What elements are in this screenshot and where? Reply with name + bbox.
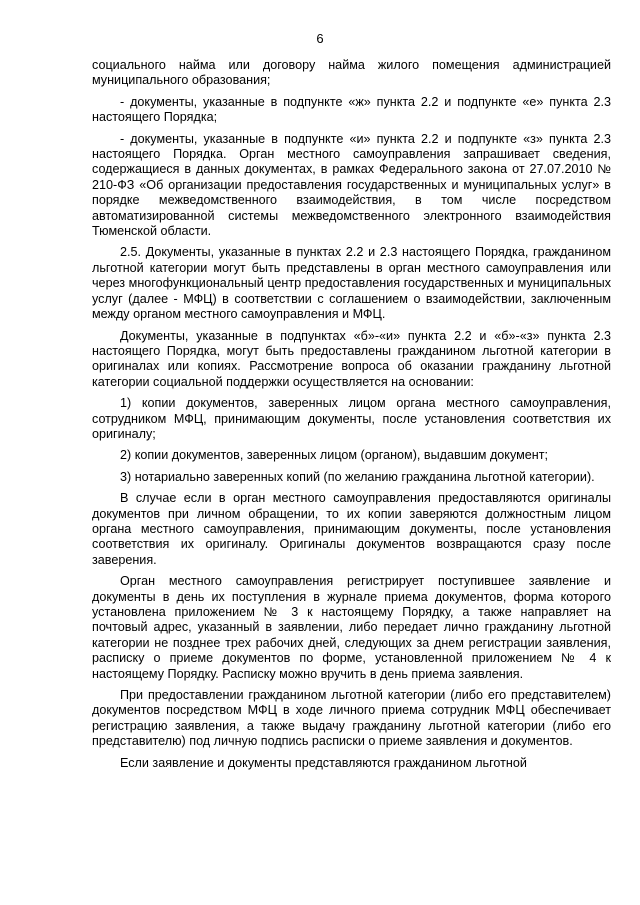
document-body [92,58,611,777]
paragraph: 2) копии документов, заверенных лицом (органом), выдавшим документ; [120,448,549,463]
paragraph: Если заявление и документы представляются гражданином льготной [120,755,527,770]
paragraph: - документы, указанные в подпункте «ж» пункта 2.2 и подпункте «е» пункта 2.3 настоящего Порядка; [92,94,611,125]
paragraph: При предоставлении гражданином льготной категории (либо его представителем) документов посредством МФЦ в ходе личного приема сотрудник МФЦ обеспечивает регистрацию заявления, а также выдачу гражданину льготной категории (либо его представителю) под личную подпись расписки о приеме заявления и документов. [92,688,611,749]
paragraph: Орган местного самоуправления регистрирует поступившее заявление и документы в день их поступления в журнале приема документов, форма которого установлена приложением № 3 к настоящему Порядку, а также направляет на почтовый адрес, указанный в заявлении, либо передает лично гражданину льготной категории не позднее трех рабочих дней, следующих за днем регистрации заявления, расписку о приеме документов по форме, установленной приложением № 4 к настоящему Порядку. Расписку можно вручить в день приема заявления. [92,574,611,681]
page-number: 6 [316,31,324,46]
paragraph: - документы, указанные в подпункте «и» пункта 2.2 и подпункте «з» пункта 2.3 настоящего Порядка. Орган местного самоуправления запрашивает сведения, содержащиеся в данных документах, в рамках Федерального закона от 27.07.2010 № 210-ФЗ «Об организации предоставления государственных и муниципальных услуг» в порядке межведомственного взаимодействия, в том числе посредством автоматизированной системы межведомственного электронного взаимодействия Тюменской области. [92,131,611,239]
paragraph: 2.5. Документы, указанные в пунктах 2.2 и 2.3 настоящего Порядка, гражданином льготной категории могут быть представлены в орган местного самоуправления или через многофункциональный центр предоставления государственных и муниципальных услуг (далее - МФЦ) в соответствии с соглашением о взаимодействии, заключенным между органом местного самоуправления и МФЦ. [92,245,611,322]
paragraph: Документы, указанные в подпунктах «б»-«и» пункта 2.2 и «б»-«з» пункта 2.3 настоящего Порядка, могут быть предоставлены гражданином льготной категории в оригиналах или копиях. Рассмотрение вопроса об оказании гражданину льготной категории социальной поддержки осуществляется на основании: [92,328,611,389]
paragraph: социального найма или договору найма жилого помещения администрацией муниципального образования; [92,58,611,88]
paragraph: 3) нотариально заверенных копий (по желанию гражданина льготной категории). [120,469,595,484]
paragraph: 1) копии документов, заверенных лицом органа местного самоуправления, сотрудником МФЦ, принимающим документы, после установления соответствия их оригиналу; [92,396,611,441]
paragraph: В случае если в орган местного самоуправления предоставляются оригиналы документов при личном обращении, то их копии заверяются должностным лицом органа местного самоуправления, принимающим документы, после установления соответствия их оригиналу. Оригиналы документов возвращаются сразу после заверения. [92,491,611,567]
